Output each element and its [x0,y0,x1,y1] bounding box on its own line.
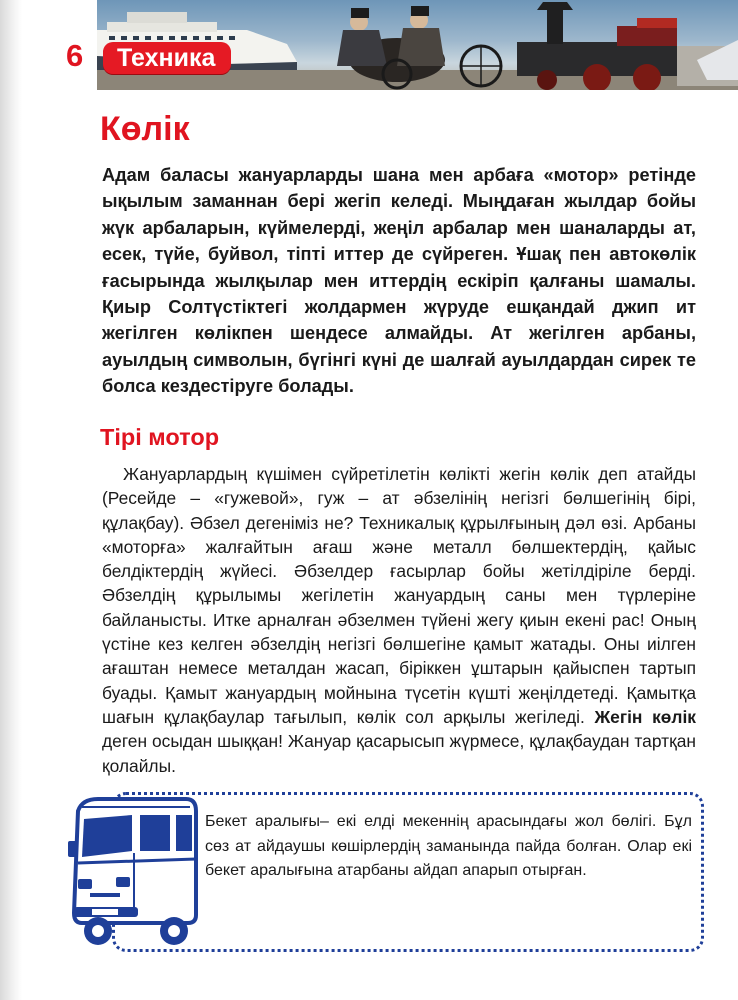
body-paragraph [102,462,696,778]
chapter-label: Техника [103,42,231,74]
page-number: 6 [66,38,84,73]
body-bold-term: Жегін көлік [594,706,696,727]
page-edge-shadow [0,0,22,1000]
body-text-part1: Жануарлардың күшімен сүйретілетін көлікті жегін көлік деп атайды (Ресейде – «гужевой», гуж – ат әбзелінің негізгі бөлшегінің бірі, құлақбау). Әбзел дегеніміз не? Техникалық құрылғының дәл өзі. Арбаны «моторға» жалғайтын ағаш және металл бөлшектердің, қайыс белдіктердің жүйесі. Әбзелдер ғасырлар бойы жетілдіріле берді. Әбзелдің құрылымы жегілетін жануардың саны мен түрлеріне байланысты. Итке арналған әбзелмен түйені жегу қиын екені рас! Оның үстіне кез келген әбзелдің негізгі бөлшегіне қамыт жатады. Оны иілген ағаштан немесе металдан жасап, біріккен ұштарын қайыспен тартып буады. Қамыт жануардың мойнына түсетін күшті жеңілдетеді. Қамытқа шағын құлақбаулар тағылып, көлік сол арқылы жегіледі. [102,464,696,727]
article-title: Көлік [100,110,190,148]
note-text: Бекет аралығы– екі елді мекеннің арасындағы жол бөлігі. Бұл сөз ат айдаушы көшірлердің заманында пайда болған. Олар екі бекет аралығына атарбаны айдап апарып отырған. [205,813,692,879]
van-illustration [68,793,200,951]
lead-paragraph: Адам баласы жануарларды шана мен арбаға «мотор» ретінде ықылым заманнан бері жегіп келеді. Мыңдаған жылдар бойы жүк арбаларын, күймелерді, жеңіл арбалар мен шаналарды ат, есек, түйе, буйвол, тіпті иттер де сүйреген. Ұшақ пен автокөлік ғасырында жылқылар мен иттердің ескіріп қалғаны шамалы. Қиыр Солтүстіктегі жолдармен жүруде ешқандай джип ит жегілген көлікпен шендесе алмайды. Ат жегілген арбаны, ауылдың символын, бүгінгі күні де шалғай ауылдардан сирек те болса кездестіруге болады. [102,165,696,397]
section-subtitle: Тірі мотор [100,424,220,450]
body-text-part2: деген осыдан шыққан! Жануар қасарысып жүрмесе, құлақбаудан тартқан қолайлы. [102,731,696,776]
